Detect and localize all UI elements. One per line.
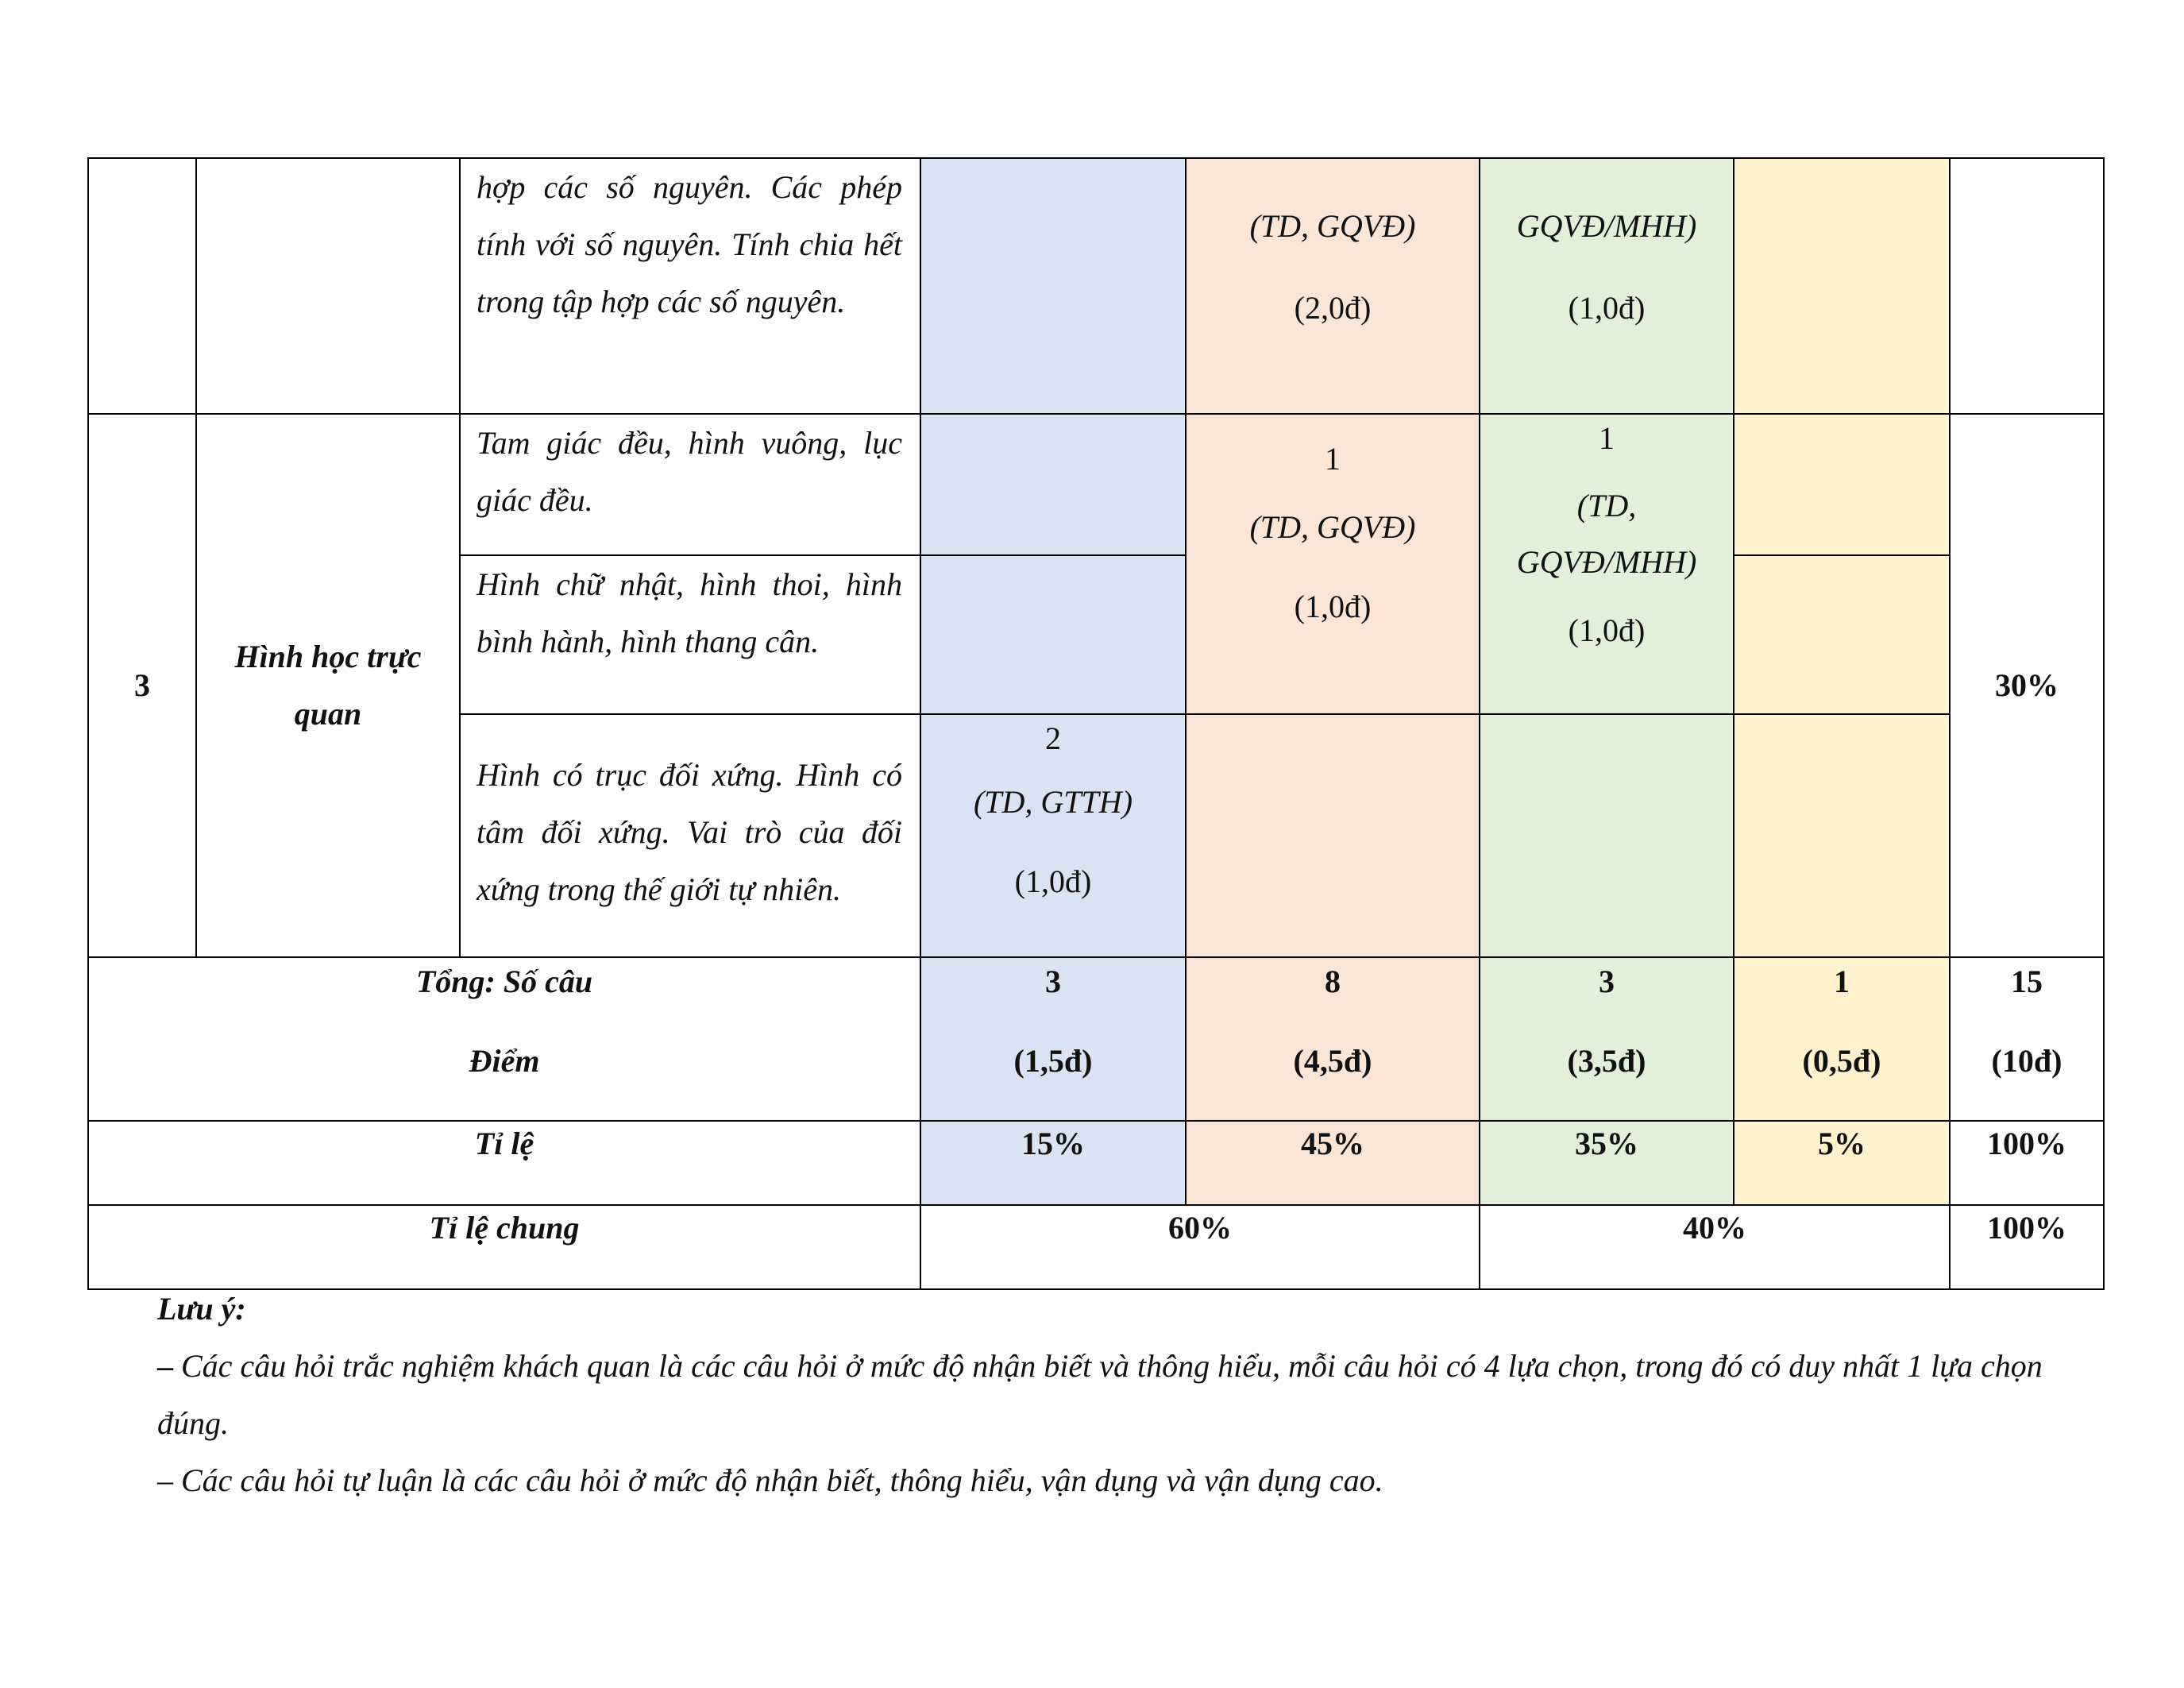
exam-matrix-table	[87, 157, 2105, 1290]
total-count: 8	[1325, 964, 1341, 999]
total-points: (10đ)	[1991, 1043, 2062, 1079]
nhan-biet-cell	[920, 158, 1186, 414]
total-cell	[920, 957, 1186, 1121]
general-ratio-row	[88, 1205, 2104, 1289]
total-count: 3	[1599, 964, 1615, 999]
general-ratio-value: 100%	[1950, 1205, 2104, 1289]
cell-line: (1,0đ)	[1568, 612, 1646, 648]
total-label: Tổng: Số câu	[415, 964, 593, 999]
topic-cell	[460, 158, 920, 414]
ratio-row	[88, 1121, 2104, 1205]
total-cell	[1734, 957, 1950, 1121]
thong-hieu-cell	[1186, 158, 1480, 414]
cell-line: (TD,	[1576, 488, 1637, 523]
van-dung-cell	[1480, 414, 1734, 714]
cell-line: (1,0đ)	[1568, 290, 1646, 326]
topic-text: Tam giác đều, hình vuông, lục giác đều.	[477, 425, 902, 518]
percent-cell: 30%	[1950, 414, 2104, 957]
thong-hieu-cell	[1186, 714, 1480, 957]
cell-line: 1	[1599, 420, 1615, 456]
ratio-value: 100%	[1950, 1121, 2104, 1205]
note-text: Các câu hỏi trắc nghiệm khách quan là các câu hỏi ở mức độ nhận biết và thông hiểu, mỗi câu hỏi có 4 lựa chọn, trong đó có duy nhất 1 lựa chọn đúng.	[157, 1348, 2043, 1441]
van-dung-cell	[1480, 714, 1734, 957]
nhan-biet-cell	[920, 555, 1186, 714]
note-line: – Các câu hỏi tự luận là các câu hỏi ở mức độ nhận biết, thông hiểu, vận dụng và vận dụng cao.	[157, 1462, 1383, 1498]
total-points: (4,5đ)	[1293, 1043, 1372, 1079]
stt-cell	[88, 158, 196, 414]
total-points: (3,5đ)	[1567, 1043, 1646, 1079]
percent-cell	[1950, 158, 2104, 414]
cell-line: GQVĐ/MHH)	[1516, 208, 1697, 244]
chapter-cell	[196, 414, 460, 957]
total-points: (1,5đ)	[1013, 1043, 1093, 1079]
nhan-biet-cell	[920, 714, 1186, 957]
total-cell	[1950, 957, 2104, 1121]
cell-line: (TD, GTTH)	[973, 784, 1133, 820]
cell-line: (1,0đ)	[1014, 863, 1092, 899]
total-label: Điểm	[469, 1043, 540, 1079]
topic-cell	[460, 714, 920, 957]
ratio-value: 15%	[920, 1121, 1186, 1205]
van-dung-cao-cell	[1734, 555, 1950, 714]
topic-cell	[460, 414, 920, 555]
total-cell	[1480, 957, 1734, 1121]
notes-heading: Lưu ý:	[157, 1291, 246, 1327]
cell-line: (2,0đ)	[1294, 290, 1372, 326]
topic-text: Hình chữ nhật, hình thoi, hình bình hành, hình thang cân.	[477, 566, 902, 659]
cell-line: (TD, GQVĐ)	[1249, 509, 1416, 545]
total-row	[88, 957, 2104, 1121]
nhan-biet-cell	[920, 414, 1186, 555]
total-count: 15	[2011, 964, 2043, 999]
cell-line: 2	[1045, 720, 1061, 756]
stt-cell: 3	[88, 414, 196, 957]
note-dash: –	[157, 1348, 173, 1384]
cell-line: (1,0đ)	[1294, 589, 1372, 624]
ratio-value: 35%	[1480, 1121, 1734, 1205]
topic-cell	[460, 555, 920, 714]
van-dung-cao-cell	[1734, 158, 1950, 414]
total-count: 1	[1834, 964, 1850, 999]
chapter-name: Hình học trực quan	[234, 639, 422, 732]
general-ratio-label: Tỉ lệ chung	[88, 1205, 920, 1289]
ratio-label: Tỉ lệ	[88, 1121, 920, 1205]
general-ratio-value: 40%	[1480, 1205, 1950, 1289]
total-points: (0,5đ)	[1802, 1043, 1881, 1079]
table-row	[88, 414, 2104, 555]
cell-line: GQVĐ/MHH)	[1516, 544, 1697, 580]
table-row	[88, 158, 2104, 414]
total-cell	[1186, 957, 1480, 1121]
notes-section	[157, 1280, 2063, 1509]
ratio-value: 45%	[1186, 1121, 1480, 1205]
ratio-value: 5%	[1734, 1121, 1950, 1205]
van-dung-cao-cell	[1734, 414, 1950, 555]
general-ratio-value: 60%	[920, 1205, 1480, 1289]
topic-text: hợp các số nguyên. Các phép tính với số nguyên. Tính chia hết trong tập hợp các số nguyên.	[477, 169, 902, 319]
total-count: 3	[1045, 964, 1061, 999]
cell-line: (TD, GQVĐ)	[1249, 208, 1416, 244]
note-line	[157, 1338, 2063, 1452]
chapter-cell	[196, 158, 460, 414]
total-label-cell	[88, 957, 920, 1121]
cell-line: 1	[1325, 441, 1341, 477]
topic-text: Hình có trục đối xứng. Hình có tâm đối xứng. Vai trò của đối xứng trong thế giới tự nhiên.	[477, 757, 902, 907]
van-dung-cell	[1480, 158, 1734, 414]
van-dung-cao-cell	[1734, 714, 1950, 957]
thong-hieu-cell	[1186, 414, 1480, 714]
